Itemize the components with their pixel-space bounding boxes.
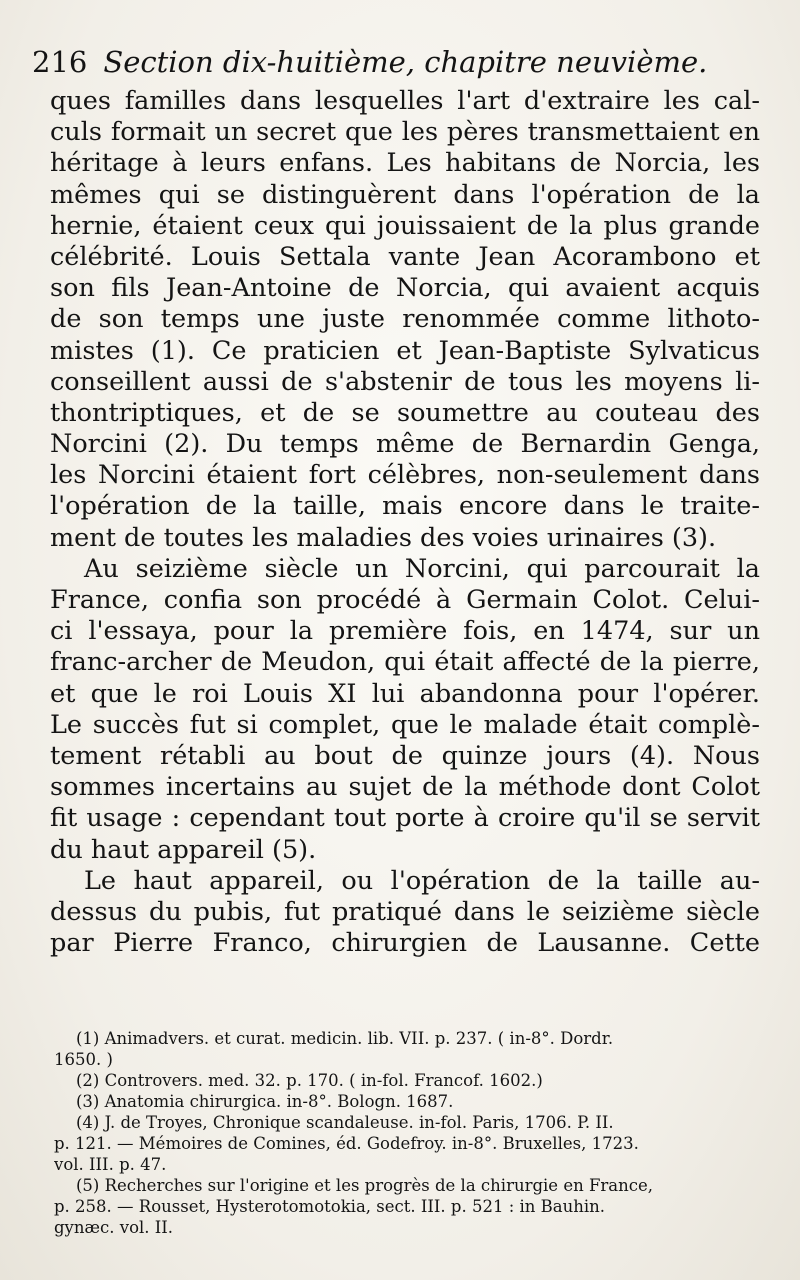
text-line: ment de toutes les maladies des voies urinaires (3).	[50, 522, 717, 553]
text-line: mistes (1). Ce praticien et Jean-Baptiste Sylvaticus	[50, 335, 760, 366]
footnote-line: 1650. )	[54, 1050, 113, 1069]
footnote-line: p. 121. — Mémoires de Comines, éd. Godefroy. in-8°. Bruxelles, 1723.	[54, 1134, 639, 1153]
footnote-line: p. 258. — Rousset, Hysterotomotokia, sect. III. p. 521 : in Bauhin.	[54, 1197, 606, 1216]
text-line: ques familles dans lesquelles l'art d'extraire les cal-	[50, 86, 760, 116]
footnote-line: (1) Animadvers. et curat. medicin. lib. VII. p. 237. ( in-8°. Dordr.	[76, 1029, 614, 1048]
text-line: de son temps une juste renommée comme lithoto-	[50, 304, 760, 335]
footnote-line: (5) Recherches sur l'origine et les progrès de la chirurgie en France,	[76, 1176, 654, 1195]
text-line: Le haut appareil, ou l'opération de la taille au-	[84, 865, 760, 896]
main-text	[50, 86, 760, 959]
text-line: thontriptiques, et de se soumettre au couteau des	[50, 397, 760, 428]
text-line: franc-archer de Meudon, qui était affecté de la pierre,	[50, 647, 760, 678]
footnotes	[54, 1028, 762, 1238]
text-line: tement rétabli au bout de quinze jours (4). Nous	[50, 740, 760, 771]
footnote-line: vol. III. p. 47.	[54, 1155, 167, 1174]
footnote-line: gynæc. vol. II.	[54, 1218, 174, 1237]
text-line: Le succès fut si complet, que le malade était complè-	[50, 709, 760, 740]
text-line: culs formait un secret que les pères transmettaient en	[50, 117, 760, 148]
text-line: conseillent aussi de s'abstenir de tous les moyens li-	[50, 366, 760, 397]
footnote-line: (3) Anatomia chirurgica. in-8°. Bologn. 1687.	[76, 1092, 454, 1111]
footnote-line: (4) J. de Troyes, Chronique scandaleuse. in-fol. Paris, 1706. P. II.	[76, 1113, 614, 1132]
text-line: du haut appareil (5).	[50, 834, 317, 865]
page-number: 216	[32, 45, 88, 79]
text-line: et que le roi Louis XI lui abandonna pour l'opérer.	[50, 678, 760, 709]
text-line: son fils Jean-Antoine de Norcia, qui avaient acquis	[50, 273, 760, 304]
text-line: France, confia son procédé à Germain Colot. Celui-	[50, 585, 760, 615]
footnote-line: (2) Controvers. med. 32. p. 170. ( in-fol. Francof. 1602.)	[76, 1071, 543, 1090]
text-line: hernie, étaient ceux qui jouissaient de la plus grande	[50, 210, 760, 241]
text-line: mêmes qui se distinguèrent dans l'opération de la	[50, 179, 760, 210]
text-line: sommes incertains au sujet de la méthode dont Colot	[50, 772, 760, 803]
text-line: célébrité. Louis Settala vante Jean Acorambono et	[50, 241, 760, 272]
text-line: héritage à leurs enfans. Les habitans de Norcia, les	[50, 148, 760, 179]
text-line: l'opération de la taille, mais encore dans le traite-	[50, 491, 760, 522]
text-line: Norcini (2). Du temps même de Bernardin Genga,	[50, 429, 760, 460]
text-line: Au seizième siècle un Norcini, qui parcourait la	[84, 553, 760, 584]
page-header	[32, 42, 772, 82]
text-line: dessus du pubis, fut pratiqué dans le seizième siècle	[50, 896, 760, 927]
text-line: les Norcini étaient fort célèbres, non-seulement dans	[50, 460, 760, 491]
text-line: par Pierre Franco, chirurgien de Lausanne. Cette	[50, 928, 760, 959]
text-line: ci l'essaya, pour la première fois, en 1474, sur un	[50, 616, 760, 647]
running-title: Section dix-huitième, chapitre neuvième.	[103, 45, 708, 79]
text-line: fit usage : cependant tout porte à croire qu'il se servit	[50, 803, 760, 834]
